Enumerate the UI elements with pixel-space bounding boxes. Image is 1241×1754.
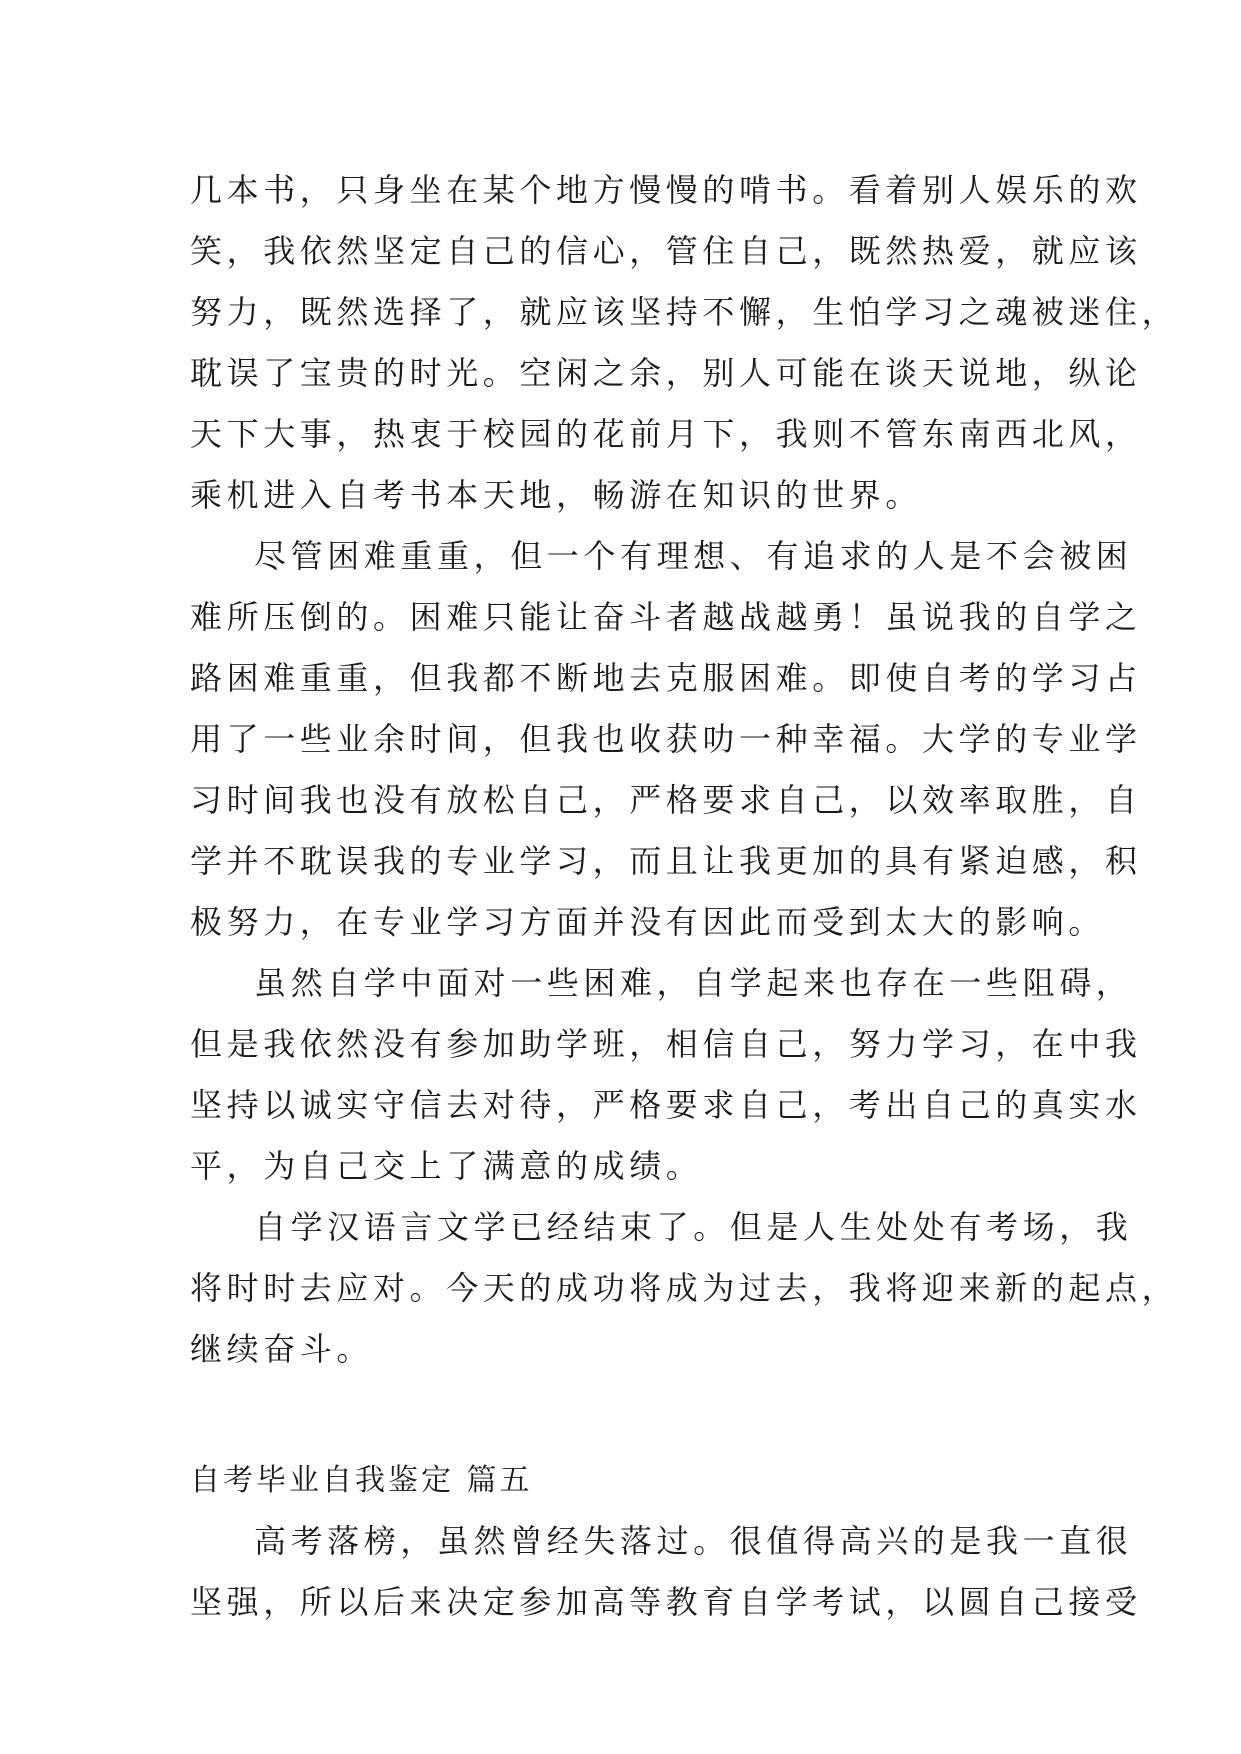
text-line: 平，为自己交上了满意的成绩。 bbox=[190, 1147, 703, 1185]
text-line: 几本书，只身坐在某个地方慢慢的啃书。看着别人娱乐的欢 bbox=[190, 171, 1142, 209]
text-line: 乘机进入自考书本天地，畅游在知识的世界。 bbox=[190, 476, 923, 514]
text-line: 坚持以诚实守信去对待，严格要求自己，考出自己的真实水 bbox=[190, 1086, 1142, 1124]
text-line: 坚强，所以后来决定参加高等教育自学考试，以圆自己接受 bbox=[190, 1583, 1142, 1621]
paragraph-overcoming-difficulties bbox=[190, 526, 1142, 953]
text-line: 路困难重重，但我都不断地去克服困难。即使自考的学习占 bbox=[190, 659, 1142, 697]
text-line: 但是我依然没有参加助学班，相信自己，努力学习，在中我 bbox=[190, 1025, 1142, 1063]
text-line: 天下大事，热衷于校园的花前月下，我则不管东南西北风， bbox=[190, 415, 1142, 453]
text-line: 难所压倒的。困难只能让奋斗者越战越勇！虽说我的自学之 bbox=[190, 598, 1142, 636]
section-title: 自考毕业自我鉴定 篇五 bbox=[190, 1463, 533, 1498]
document-body bbox=[190, 160, 1179, 1633]
text-line: 自学汉语言文学已经结束了。但是人生处处有考场，我 bbox=[254, 1208, 1133, 1246]
text-line: 极努力，在专业学习方面并没有因此而受到太大的影响。 bbox=[190, 903, 1106, 941]
paragraph-honesty bbox=[190, 953, 1142, 1197]
text-line: 学并不耽误我的专业学习，而且让我更加的具有紧迫感，积 bbox=[190, 842, 1142, 880]
text-line: 习时间我也没有放松自己，严格要求自己，以效率取胜，自 bbox=[190, 781, 1142, 819]
text-line: 笑，我依然坚定自己的信心，管住自己，既然热爱，就应该 bbox=[190, 232, 1142, 270]
text-line: 虽然自学中面对一些困难，自学起来也存在一些阻碍， bbox=[254, 964, 1133, 1002]
text-line: 将时时去应对。今天的成功将成为过去，我将迎来新的起点， bbox=[190, 1269, 1179, 1307]
text-line: 耽误了宝贵的时光。空闲之余，别人可能在谈天说地，纵论 bbox=[190, 354, 1142, 392]
section-spacer bbox=[190, 1380, 1060, 1450]
paragraph-conclusion bbox=[190, 1197, 1179, 1380]
text-line: 尽管困难重重，但一个有理想、有追求的人是不会被困 bbox=[254, 537, 1133, 575]
text-line: 努力，既然选择了，就应该坚持不懈，生怕学习之魂被迷住， bbox=[190, 293, 1179, 331]
paragraph-study-focus bbox=[190, 160, 1179, 526]
text-line: 高考落榜，虽然曾经失落过。很值得高兴的是我一直很 bbox=[254, 1522, 1133, 1560]
text-line: 用了一些业余时间，但我也收获叻一种幸福。大学的专业学 bbox=[190, 720, 1142, 758]
text-line: 继续奋斗。 bbox=[190, 1330, 374, 1368]
paragraph-section-five-intro bbox=[190, 1511, 1142, 1633]
